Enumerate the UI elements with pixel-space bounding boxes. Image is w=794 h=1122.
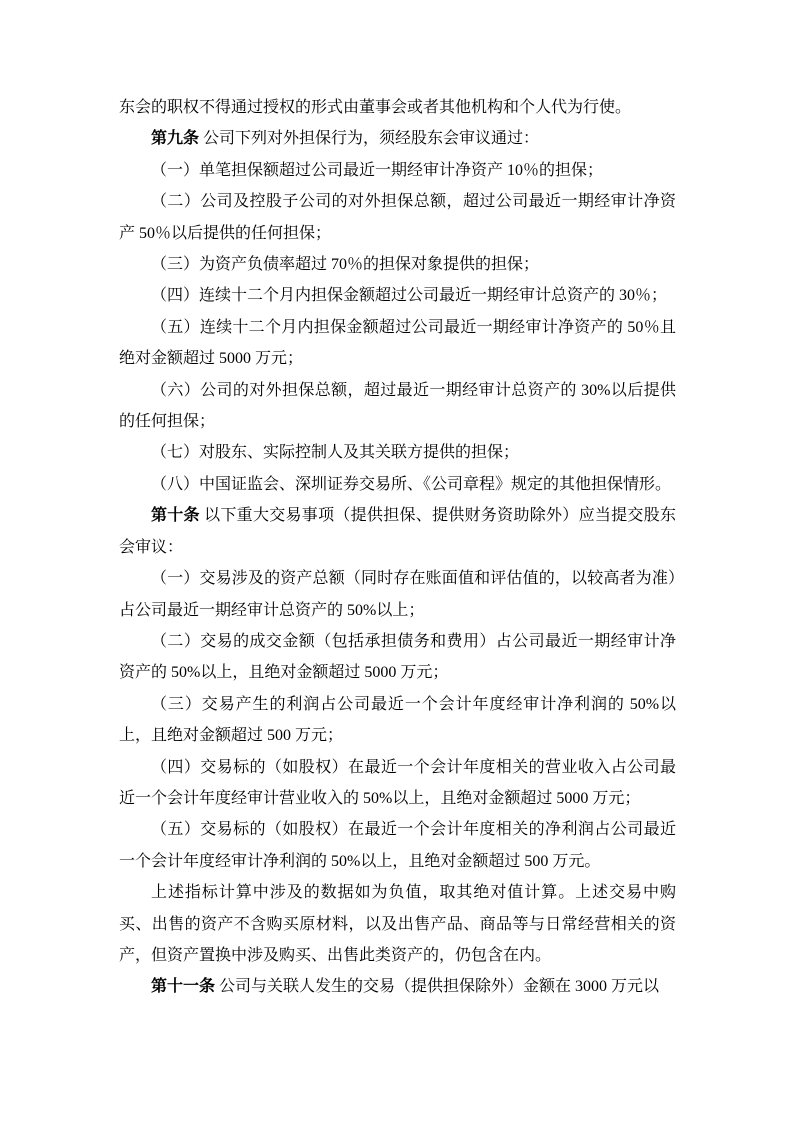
paragraph xyxy=(119,280,676,311)
article-number: 第十条 xyxy=(151,507,200,525)
paragraph xyxy=(119,563,676,626)
paragraph xyxy=(119,469,676,500)
paragraph xyxy=(119,814,676,877)
text-run: 上述指标计算中涉及的数据如为负值，取其绝对值计算。上述交易中购买、出售的资产不含购买原材料，以及出售产品、商品等与日常经营相关的资产，但资产置换中涉及购买、出售此类资产的，仍包含在内。 xyxy=(119,884,676,964)
text-run: 公司下列对外担保行为，须经股东会审议通过： xyxy=(199,130,540,148)
text-run: （五）交易标的（如股权）在最近一个会计年度相关的净利润占公司最近一个会计年度经审计净利润的 50%以上，且绝对金额超过 500 万元。 xyxy=(119,821,676,870)
text-run: （七）对股东、实际控制人及其关联方提供的担保； xyxy=(151,444,520,462)
paragraph xyxy=(119,971,676,1002)
article-number: 第九条 xyxy=(151,130,200,148)
text-run: （八）中国证监会、深圳证券交易所、《公司章程》规定的其他担保情形。 xyxy=(151,475,672,493)
paragraph xyxy=(119,92,676,123)
text-run: （六）公司的对外担保总额，超过最近一期经审计总资产的 30%以后提供的任何担保； xyxy=(119,381,676,431)
text-run: （一）交易涉及的资产总额（同时存在账面值和评估值的，以较高者为准）占公司最近一期经审计总资产的 50%以上； xyxy=(119,570,676,619)
text-run: 以下重大交易事项（提供担保、提供财务资助除外）应当提交股东会审议： xyxy=(119,507,676,556)
paragraph xyxy=(119,375,676,438)
document-body xyxy=(119,92,676,1003)
paragraph xyxy=(119,155,676,186)
text-run: 公司与关联人发生的交易（提供担保除外）金额在 3000 万元以 xyxy=(215,978,660,996)
paragraph xyxy=(119,123,676,154)
paragraph xyxy=(119,437,676,468)
paragraph xyxy=(119,689,676,752)
paragraph xyxy=(119,186,676,249)
text-run: （五）连续十二个月内担保金额超过公司最近一期经审计净资产的 50％且绝对金额超过 5000 万元； xyxy=(119,318,676,368)
text-run: （二）交易的成交金额（包括承担债务和费用）占公司最近一期经审计净资产的 50%以上，且绝对金额超过 5000 万元； xyxy=(119,632,676,682)
paragraph xyxy=(119,877,676,971)
text-run: （三）交易产生的利润占公司最近一个会计年度经审计净利润的 50%以上，且绝对金额超过 500 万元； xyxy=(119,695,676,745)
paragraph xyxy=(119,500,676,563)
text-run: （二）公司及控股子公司的对外担保总额，超过公司最近一期经审计净资产 50％以后提供的任何担保； xyxy=(119,193,676,242)
text-run: （一）单笔担保额超过公司最近一期经审计净资产 10％的担保； xyxy=(151,161,604,179)
text-run: 东会的职权不得通过授权的形式由董事会或者其他机构和个人代为行使。 xyxy=(119,99,632,116)
text-run: （四）交易标的（如股权）在最近一个会计年度相关的营业收入占公司最近一个会计年度经审计营业收入的 50%以上，且绝对金额超过 5000 万元； xyxy=(119,758,676,807)
paragraph xyxy=(119,249,676,280)
text-run: （四）连续十二个月内担保金额超过公司最近一期经审计总资产的 30％； xyxy=(151,287,668,305)
paragraph xyxy=(119,626,676,689)
paragraph xyxy=(119,752,676,815)
text-run: （三）为资产负债率超过 70％的担保对象提供的担保； xyxy=(151,256,540,274)
article-number: 第十一条 xyxy=(151,978,216,996)
paragraph xyxy=(119,312,676,375)
